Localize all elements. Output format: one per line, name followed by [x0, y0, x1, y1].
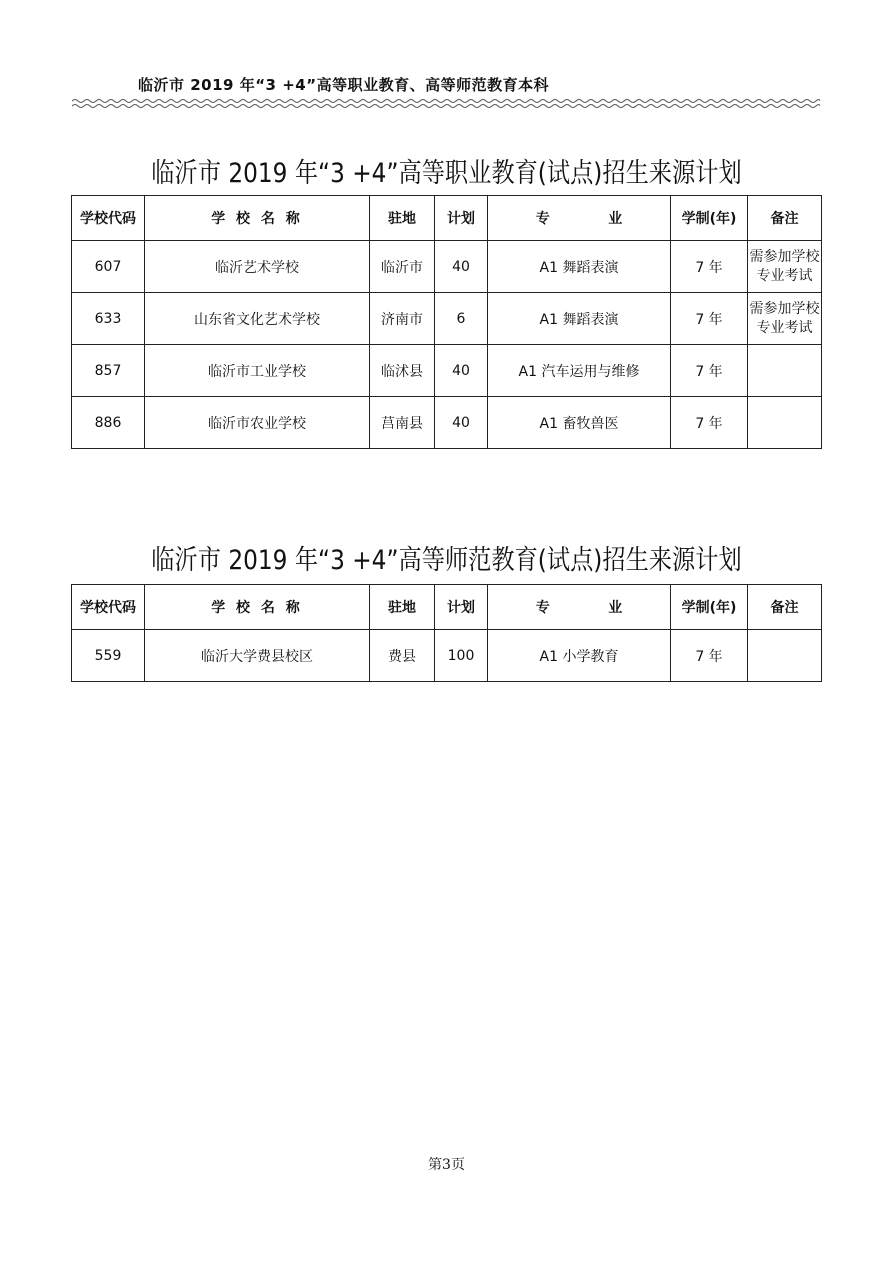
major: A1 畜牧兽医: [488, 397, 671, 449]
major: A1 舞蹈表演: [488, 241, 671, 293]
study-years: 7 年: [671, 345, 748, 397]
col-header-location: 驻地: [370, 196, 435, 241]
study-years: 7 年: [671, 630, 748, 682]
col-header-name: 学 校 名 称: [145, 196, 370, 241]
major: A1 汽车运用与维修: [488, 345, 671, 397]
table-row: [72, 630, 822, 682]
col-header-location: 驻地: [370, 585, 435, 630]
col-header-name: 学 校 名 称: [145, 585, 370, 630]
school-code: 857: [72, 345, 145, 397]
plan-count: 100: [435, 630, 488, 682]
running-header: 临沂市 2019 年“3 +4”高等职业教育、高等师范教育本科: [138, 76, 550, 94]
school-name: 临沂大学费县校区: [145, 630, 370, 682]
school-name: 山东省文化艺术学校: [145, 293, 370, 345]
study-years: 7 年: [671, 397, 748, 449]
plan-count: 6: [435, 293, 488, 345]
col-header-major: 专 业: [488, 196, 671, 241]
col-header-code: 学校代码: [72, 196, 145, 241]
school-code: 607: [72, 241, 145, 293]
school-location: 费县: [370, 630, 435, 682]
school-name: 临沂市农业学校: [145, 397, 370, 449]
table-row: [72, 293, 822, 345]
school-location: 临沂市: [370, 241, 435, 293]
decorative-header-rule: [72, 97, 820, 111]
col-header-note: 备注: [748, 196, 822, 241]
table-header-row: [72, 585, 822, 630]
col-header-years: 学制(年): [671, 585, 748, 630]
school-location: 莒南县: [370, 397, 435, 449]
plan-count: 40: [435, 345, 488, 397]
school-code: 559: [72, 630, 145, 682]
school-name: 临沂市工业学校: [145, 345, 370, 397]
vocational-plan-table: [71, 195, 822, 449]
page-number: 第3页: [428, 1157, 465, 1173]
major: A1 小学教育: [488, 630, 671, 682]
plan-count: 40: [435, 397, 488, 449]
col-header-plan: 计划: [435, 196, 488, 241]
table-row: [72, 397, 822, 449]
col-header-plan: 计划: [435, 585, 488, 630]
section-title-teacher: 临沂市 2019 年“3 +4”高等师范教育(试点)招生来源计划: [151, 545, 742, 577]
col-header-code: 学校代码: [72, 585, 145, 630]
table-row: [72, 345, 822, 397]
study-years: 7 年: [671, 241, 748, 293]
school-code: 633: [72, 293, 145, 345]
note: [748, 397, 822, 449]
table-row: [72, 241, 822, 293]
note: [748, 630, 822, 682]
section-title-vocational: 临沂市 2019 年“3 +4”高等职业教育(试点)招生来源计划: [151, 158, 742, 190]
table-header-row: [72, 196, 822, 241]
school-location: 临沭县: [370, 345, 435, 397]
note: 需参加学校专业考试: [748, 293, 822, 345]
study-years: 7 年: [671, 293, 748, 345]
note: [748, 345, 822, 397]
major: A1 舞蹈表演: [488, 293, 671, 345]
plan-count: 40: [435, 241, 488, 293]
col-header-major: 专 业: [488, 585, 671, 630]
col-header-years: 学制(年): [671, 196, 748, 241]
school-location: 济南市: [370, 293, 435, 345]
note: 需参加学校专业考试: [748, 241, 822, 293]
teacher-plan-table: [71, 584, 822, 682]
school-name: 临沂艺术学校: [145, 241, 370, 293]
school-code: 886: [72, 397, 145, 449]
col-header-note: 备注: [748, 585, 822, 630]
